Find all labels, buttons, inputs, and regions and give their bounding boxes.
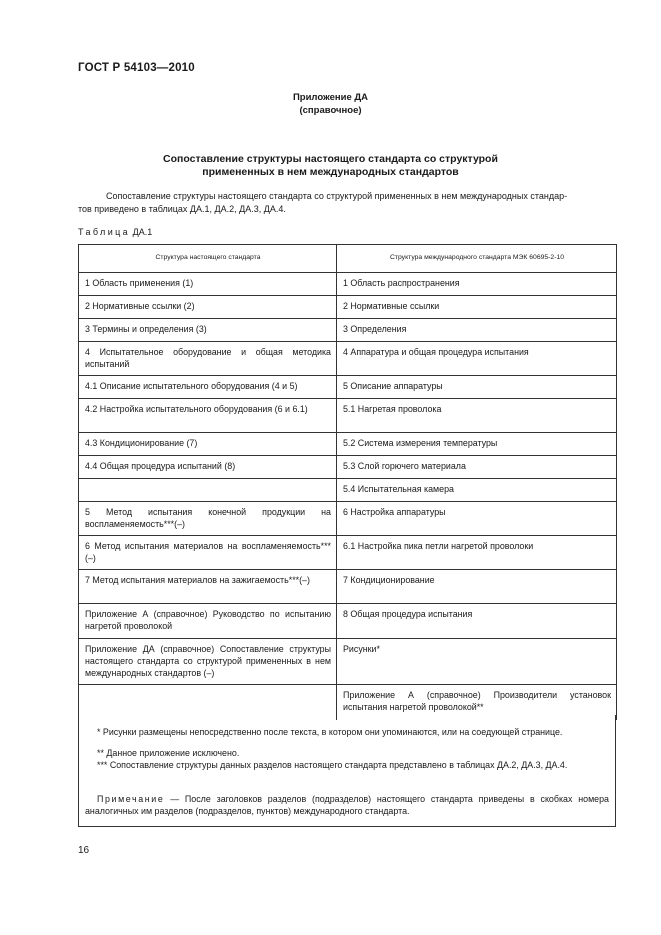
table-header-row bbox=[79, 245, 617, 273]
footnote-excluded-appendix: ** Данное приложение исключено. bbox=[97, 748, 240, 758]
cell-national: 2 Нормативные ссылки (2) bbox=[79, 296, 337, 319]
footnote-figures: * Рисунки размещены непосредственно после текста, в котором они упоминаются, или на соедующей странице. bbox=[97, 727, 563, 737]
cell-international: 8 Общая процедура испытания bbox=[337, 604, 617, 639]
table-note bbox=[85, 793, 609, 817]
cell-international: 5.2 Система измерения температуры bbox=[337, 433, 617, 456]
note-text: — После заголовков разделов (подразделов) настоящего стандарта приведены в скобках номера аналогичных им разделов (подразделов, пунктов) международного стандарта. bbox=[85, 794, 609, 816]
cell-national: 4.4 Общая процедура испытаний (8) bbox=[79, 456, 337, 479]
cell-international: 6.1 Настройка пика петли нагретой проволоки bbox=[337, 536, 617, 570]
cell-national: 6 Метод испытания материалов на воспламеняемость***(–) bbox=[79, 536, 337, 570]
cell-international: 5.4 Испытательная камера bbox=[337, 479, 617, 502]
cell-international: 6 Настройка аппаратуры bbox=[337, 502, 617, 536]
page-number: 16 bbox=[78, 845, 90, 856]
comparison-table bbox=[78, 244, 617, 720]
cell-national: 4.2 Настройка испытательного оборудования (6 и 6.1) bbox=[79, 399, 337, 433]
cell-national: 3 Термины и определения (3) bbox=[79, 319, 337, 342]
table-row bbox=[79, 273, 617, 296]
cell-international: 5.3 Слой горючего материала bbox=[337, 456, 617, 479]
cell-international: 2 Нормативные ссылки bbox=[337, 296, 617, 319]
table-row bbox=[79, 570, 617, 604]
cell-international: 3 Определения bbox=[337, 319, 617, 342]
table-row bbox=[79, 536, 617, 570]
table-row bbox=[79, 639, 617, 685]
cell-national: 4.1 Описание испытательного оборудования (4 и 5) bbox=[79, 376, 337, 399]
cell-international: 7 Кондиционирование bbox=[337, 570, 617, 604]
header-international-structure: Структура международного стандарта МЭК 60695-2-10 bbox=[337, 245, 617, 273]
cell-international: 5 Описание аппаратуры bbox=[337, 376, 617, 399]
cell-national: Приложение ДА (справочное) Сопоставление структуры настоящего стандарта со структурой примененных в нем международных стандартов (–) bbox=[79, 639, 337, 685]
table-row bbox=[79, 433, 617, 456]
table-row bbox=[79, 319, 617, 342]
table-row bbox=[79, 376, 617, 399]
cell-national: 7 Метод испытания материалов на зажигаемость***(–) bbox=[79, 570, 337, 604]
cell-national: 5 Метод испытания конечной продукции на воспламеняемость***(–) bbox=[79, 502, 337, 536]
cell-national: 1 Область применения (1) bbox=[79, 273, 337, 296]
table-row bbox=[79, 399, 617, 433]
cell-international: 1 Область распространения bbox=[337, 273, 617, 296]
intro-paragraph bbox=[78, 190, 616, 216]
cell-international: Приложение А (справочное) Производители установок испытания нагретой проволокой** bbox=[337, 685, 617, 720]
standard-id: ГОСТ Р 54103—2010 bbox=[78, 62, 195, 74]
doc-title-line-2: примененных в нем международных стандартов bbox=[202, 166, 459, 178]
cell-national: 4 Испытательное оборудование и общая методика испытаний bbox=[79, 342, 337, 376]
cell-international: Рисунки* bbox=[337, 639, 617, 685]
table-row bbox=[79, 502, 617, 536]
table-row bbox=[79, 342, 617, 376]
cell-national bbox=[79, 479, 337, 502]
intro-line-2: тов приведено в таблицах ДА.1, ДА.2, ДА.3, ДА.4. bbox=[78, 204, 286, 214]
cell-national: 4.3 Кондиционирование (7) bbox=[79, 433, 337, 456]
cell-national: Приложение А (справочное) Руководство по испытанию нагретой проволокой bbox=[79, 604, 337, 639]
header-national-structure: Структура настоящего стандарта bbox=[79, 245, 337, 273]
doc-title-line-1: Сопоставление структуры настоящего стандарта со структурой bbox=[163, 153, 498, 165]
cell-international: 5.1 Нагретая проволока bbox=[337, 399, 617, 433]
table-caption bbox=[78, 227, 152, 237]
note-label: Примечание bbox=[97, 794, 165, 804]
appendix-kind: (справочное) bbox=[299, 105, 362, 116]
table-row bbox=[79, 296, 617, 319]
appendix-title: Приложение ДА bbox=[292, 92, 369, 103]
table-row bbox=[79, 479, 617, 502]
intro-line-1: Сопоставление структуры настоящего стандарта со структурой примененных в нем международных стандар- bbox=[106, 191, 568, 201]
table-row bbox=[79, 456, 617, 479]
table-row bbox=[79, 604, 617, 639]
cell-international: 4 Аппаратура и общая процедура испытания bbox=[337, 342, 617, 376]
table-caption-word: Таблица bbox=[78, 227, 131, 237]
table-caption-number: ДА.1 bbox=[132, 227, 153, 237]
footnote-structure-tables: *** Сопоставление структуры данных разделов настоящего стандарта представлено в таблицах ДА.2, ДА.3, ДА.4. bbox=[97, 760, 568, 770]
